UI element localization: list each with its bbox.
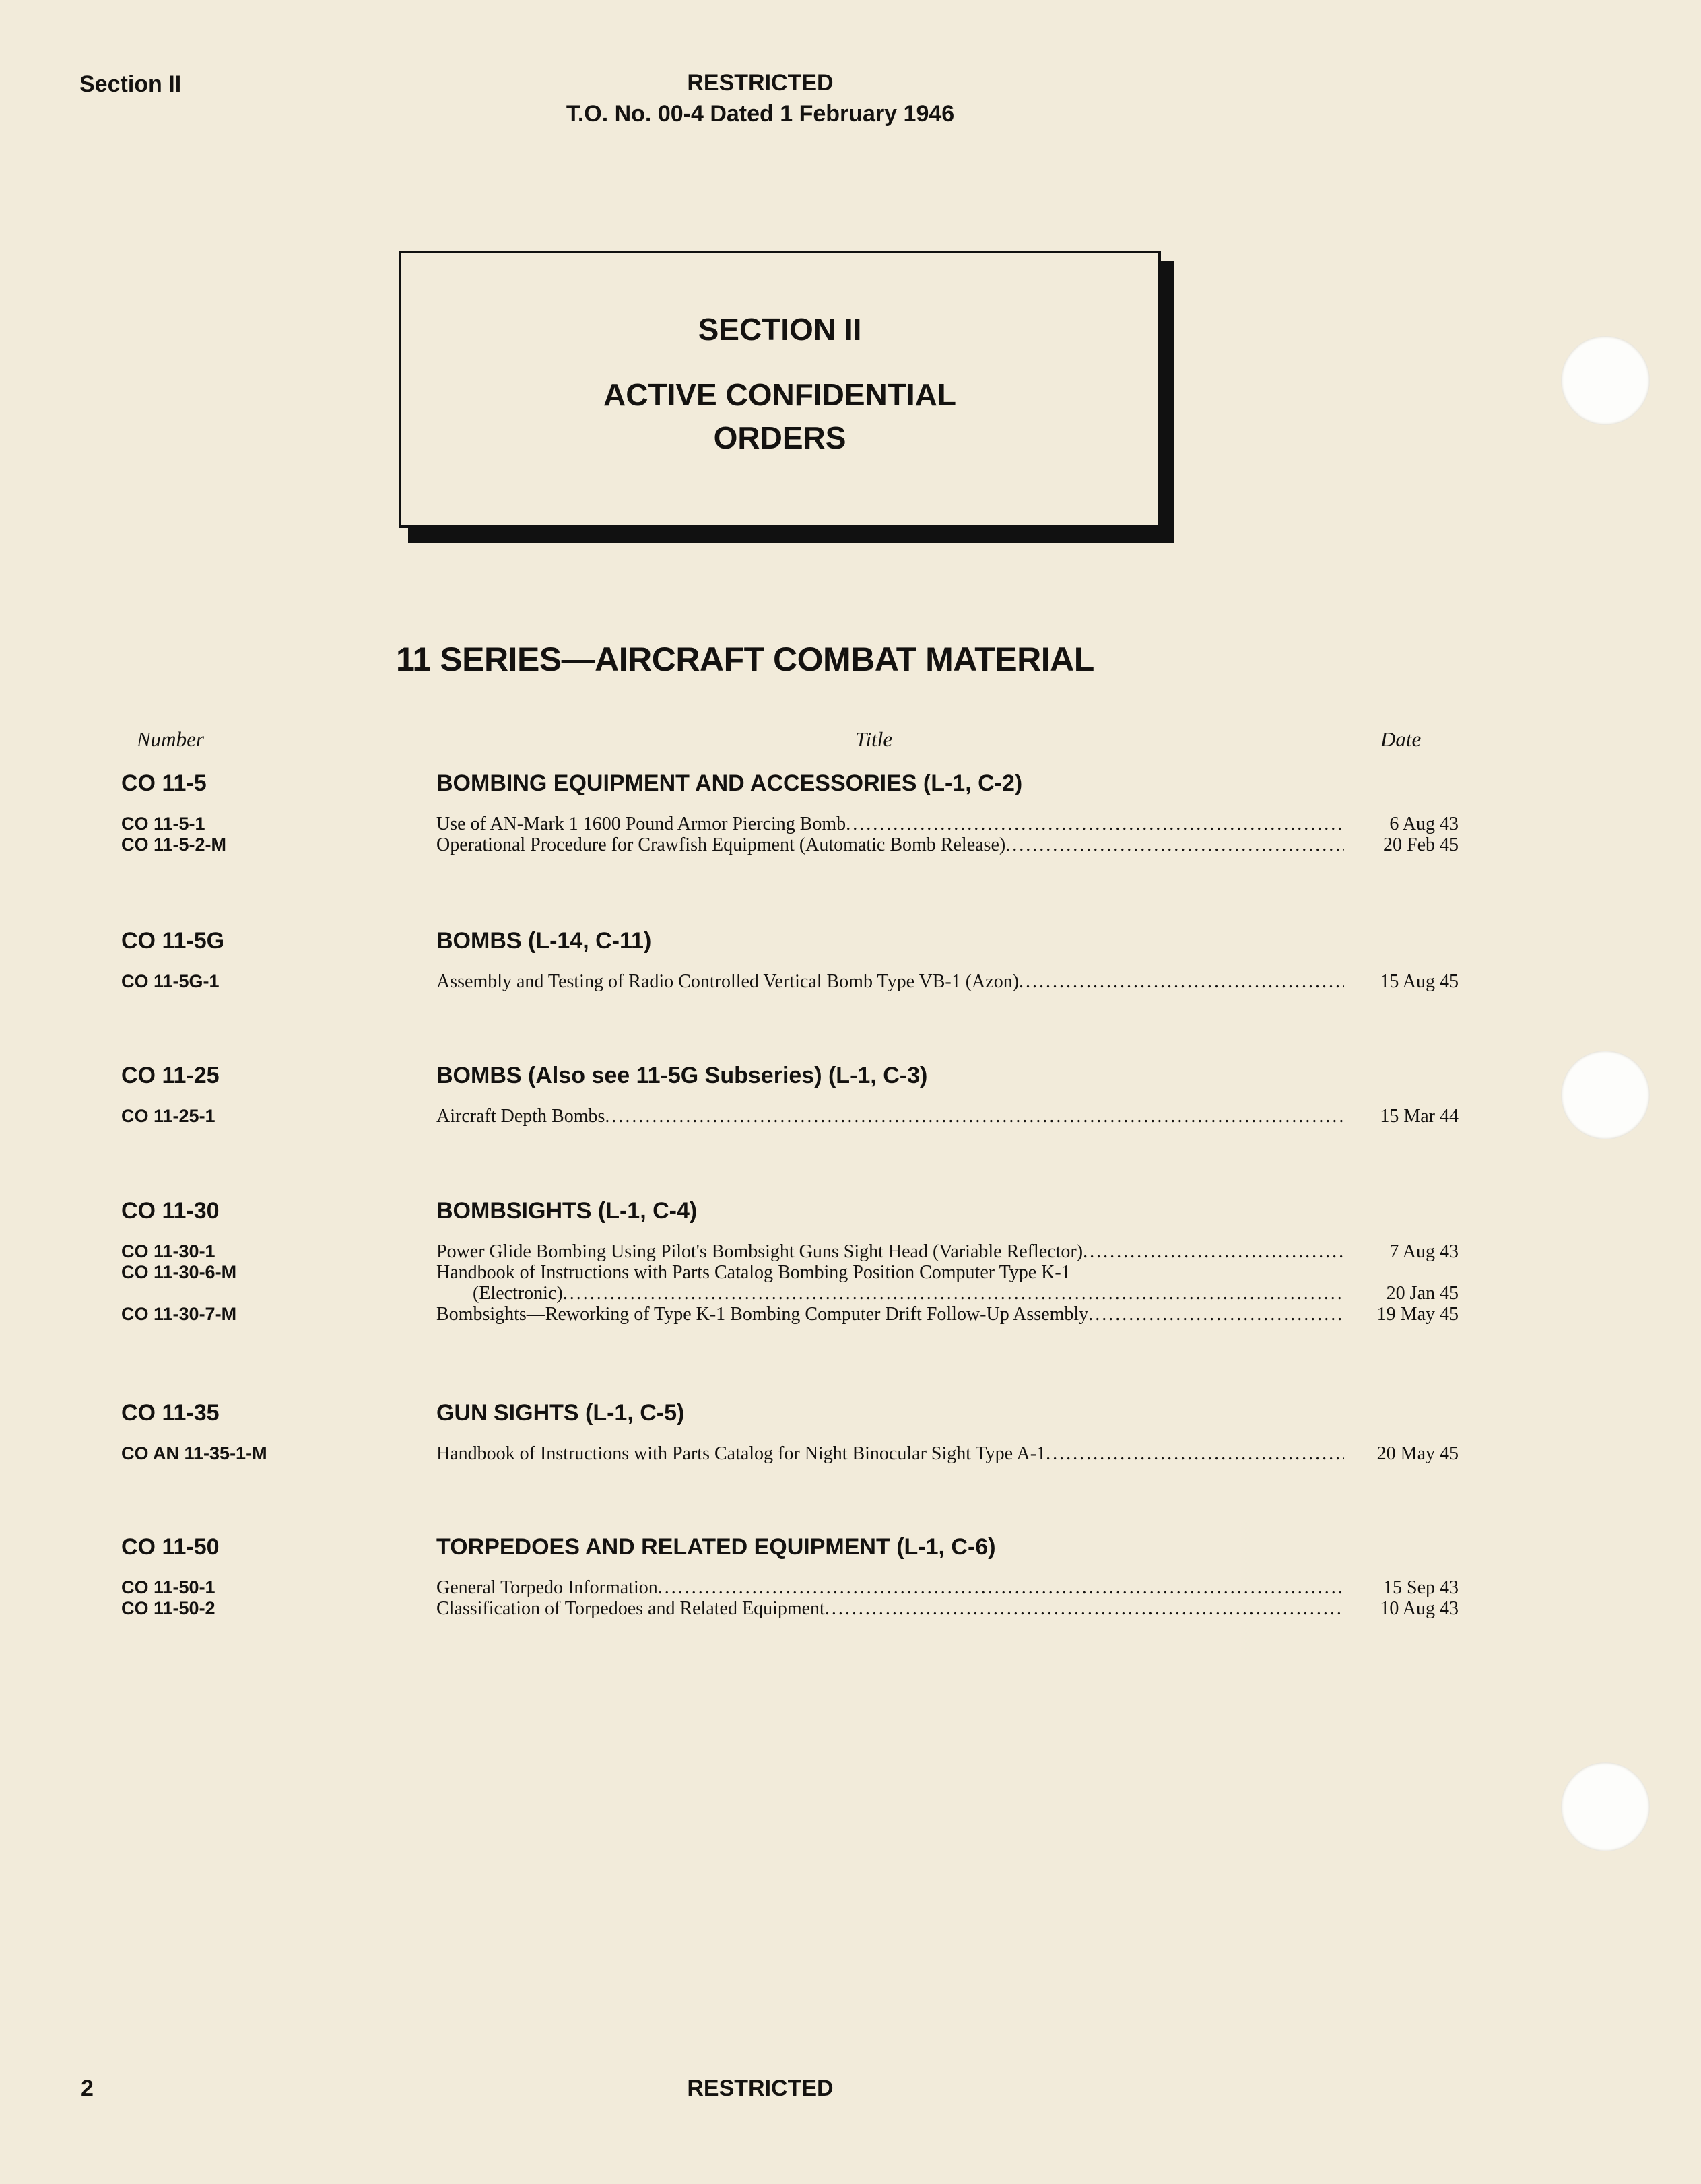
order-title: Use of AN-Mark 1 1600 Pound Armor Piercing Bomb xyxy=(436,814,846,834)
order-group xyxy=(121,1059,1459,1127)
group-heading xyxy=(121,1194,1459,1228)
order-title: Power Glide Bombing Using Pilot's Bombsight Guns Sight Head (Variable Reflector) xyxy=(436,1241,1083,1262)
order-number: CO 11-30-7-M xyxy=(121,1304,237,1324)
order-group xyxy=(121,1530,1459,1619)
group-title: BOMBS (L-14, C-11) xyxy=(436,927,652,954)
series-title: 11 SERIES—AIRCRAFT COMBAT MATERIAL xyxy=(396,640,1094,678)
group-title: GUN SIGHTS (L-1, C-5) xyxy=(436,1399,685,1426)
order-title: General Torpedo Information xyxy=(436,1577,658,1598)
list-item xyxy=(121,1598,1459,1619)
group-heading xyxy=(121,766,1459,800)
list-item xyxy=(121,1577,1459,1598)
leader-dots xyxy=(563,1283,1344,1304)
order-title: Handbook of Instructions with Parts Catalog Bombing Position Computer Type K-1 xyxy=(436,1262,1071,1283)
group-title: BOMBS (Also see 11-5G Subseries) (L-1, C-3) xyxy=(436,1062,928,1088)
leader-dots xyxy=(605,1106,1344,1127)
order-number: CO 11-5-1 xyxy=(121,814,205,834)
group-number: CO 11-50 xyxy=(121,1533,220,1560)
order-date: 20 Feb 45 xyxy=(1383,834,1459,855)
group-title: TORPEDOES AND RELATED EQUIPMENT (L-1, C-6) xyxy=(436,1533,996,1560)
column-header-title: Title xyxy=(855,727,893,751)
order-title: Handbook of Instructions with Parts Catalog for Night Binocular Sight Type A-1 xyxy=(436,1443,1046,1464)
group-items xyxy=(121,814,1459,855)
order-number: CO 11-5-2-M xyxy=(121,834,227,855)
order-date: 20 Jan 45 xyxy=(1386,1283,1459,1304)
group-number: CO 11-5G xyxy=(121,927,225,954)
classification-footer: RESTRICTED xyxy=(687,2076,834,2101)
leader-dots xyxy=(1046,1443,1344,1464)
order-number: CO 11-25-1 xyxy=(121,1106,215,1126)
order-group xyxy=(121,1194,1459,1325)
column-header-date: Date xyxy=(1380,727,1422,751)
order-date: 10 Aug 43 xyxy=(1380,1598,1459,1619)
section-label: Section II xyxy=(79,71,182,97)
order-title: Operational Procedure for Crawfish Equipment (Automatic Bomb Release) xyxy=(436,834,1006,855)
group-heading xyxy=(121,1396,1459,1430)
order-title: Classification of Torpedoes and Related Equipment xyxy=(436,1598,825,1619)
page-number: 2 xyxy=(81,2076,94,2101)
column-header-number: Number xyxy=(137,727,204,751)
list-item xyxy=(121,834,1459,855)
list-item xyxy=(121,1262,1459,1283)
order-title-continuation: (Electronic) xyxy=(473,1283,563,1304)
order-group xyxy=(121,1396,1459,1464)
leader-dots xyxy=(1083,1241,1344,1262)
list-item xyxy=(121,971,1459,992)
binder-hole xyxy=(1561,1762,1650,1851)
group-items xyxy=(121,1443,1459,1464)
group-title: BOMBING EQUIPMENT AND ACCESSORIES (L-1, C-2) xyxy=(436,770,1023,796)
order-date: 7 Aug 43 xyxy=(1389,1241,1459,1262)
classification-header: RESTRICTED xyxy=(687,70,834,96)
order-title: Bombsights—Reworking of Type K-1 Bombing Computer Drift Follow-Up Assembly xyxy=(436,1304,1089,1325)
group-items xyxy=(121,971,1459,992)
order-number: CO 11-30-6-M xyxy=(121,1262,237,1282)
order-title: Assembly and Testing of Radio Controlled Vertical Bomb Type VB-1 (Azon) xyxy=(436,971,1020,992)
technical-order-line: T.O. No. 00-4 Dated 1 February 1946 xyxy=(566,101,955,127)
group-items xyxy=(121,1106,1459,1127)
order-number: CO 11-30-1 xyxy=(121,1241,215,1261)
group-heading xyxy=(121,1059,1459,1092)
leader-dots xyxy=(658,1577,1344,1598)
section-title-box xyxy=(399,251,1161,528)
order-number: CO 11-50-2 xyxy=(121,1598,215,1618)
binder-hole xyxy=(1561,1051,1650,1139)
group-heading xyxy=(121,924,1459,958)
section-subtitle-line2: ORDERS xyxy=(713,420,846,455)
binder-hole xyxy=(1561,336,1650,425)
leader-dots xyxy=(1088,1304,1344,1325)
order-date: 6 Aug 43 xyxy=(1389,814,1459,834)
list-item xyxy=(121,1241,1459,1262)
group-number: CO 11-35 xyxy=(121,1399,220,1426)
group-number: CO 11-30 xyxy=(121,1197,220,1224)
group-heading xyxy=(121,1530,1459,1564)
order-date: 20 May 45 xyxy=(1376,1443,1459,1464)
group-number: CO 11-5 xyxy=(121,770,207,796)
order-group xyxy=(121,766,1459,855)
order-date: 19 May 45 xyxy=(1376,1304,1459,1325)
order-group xyxy=(121,924,1459,992)
section-subtitle-line1: ACTIVE CONFIDENTIAL xyxy=(603,377,956,412)
order-date: 15 Sep 43 xyxy=(1383,1577,1459,1598)
group-number: CO 11-25 xyxy=(121,1062,220,1088)
group-title: BOMBSIGHTS (L-1, C-4) xyxy=(436,1197,698,1224)
group-items xyxy=(121,1577,1459,1619)
order-title: Aircraft Depth Bombs xyxy=(436,1106,605,1127)
section-subtitle xyxy=(401,373,1158,459)
leader-dots xyxy=(825,1598,1344,1619)
order-number: CO 11-50-1 xyxy=(121,1577,215,1597)
leader-dots xyxy=(846,814,1344,834)
leader-dots xyxy=(1005,834,1344,855)
order-date: 15 Mar 44 xyxy=(1380,1106,1459,1127)
order-date: 15 Aug 45 xyxy=(1380,971,1459,992)
list-item xyxy=(121,1443,1459,1464)
list-item xyxy=(121,814,1459,834)
order-number: CO 11-5G-1 xyxy=(121,971,220,991)
list-item-continuation xyxy=(121,1283,1459,1304)
group-items xyxy=(121,1241,1459,1325)
order-number: CO AN 11-35-1-M xyxy=(121,1443,267,1463)
list-item xyxy=(121,1106,1459,1127)
list-item xyxy=(121,1304,1459,1325)
section-title: SECTION II xyxy=(698,312,862,347)
leader-dots xyxy=(1019,971,1344,992)
